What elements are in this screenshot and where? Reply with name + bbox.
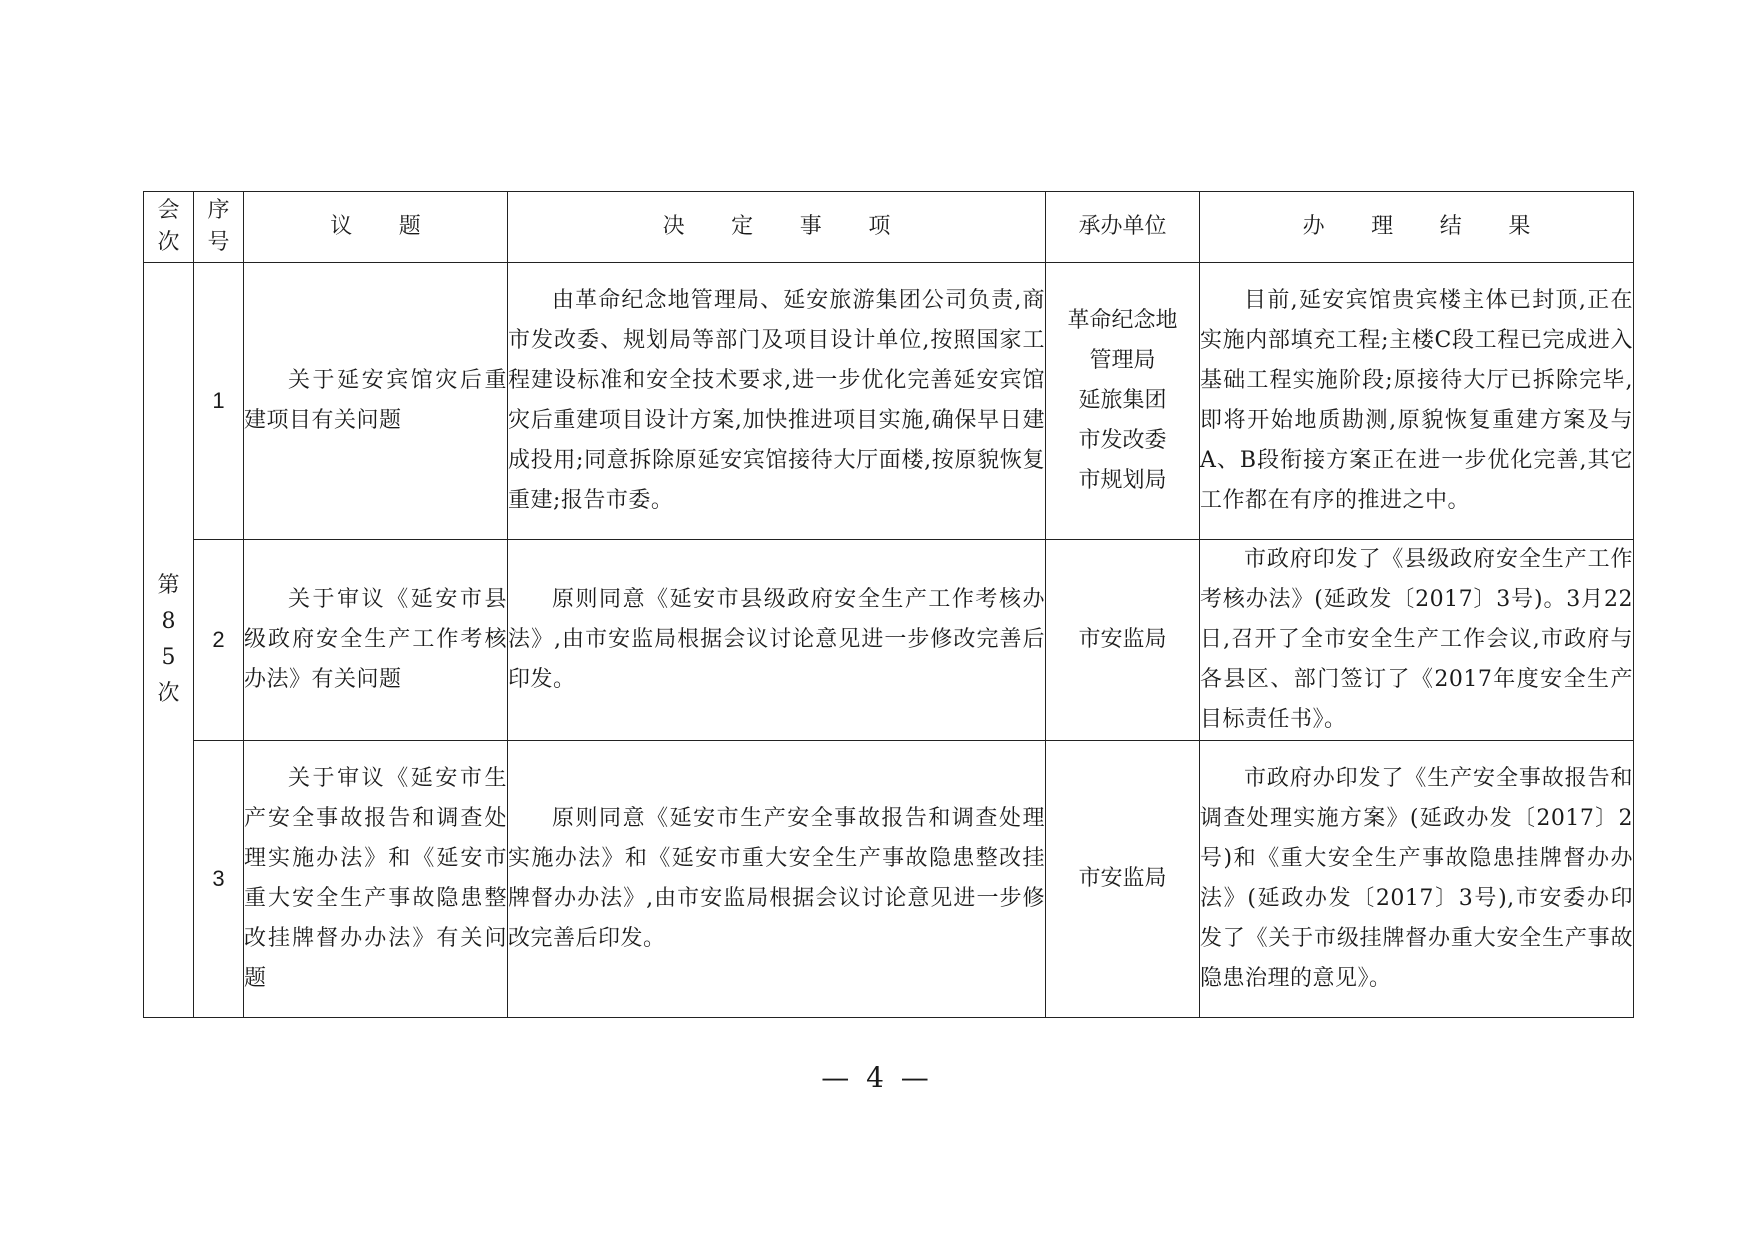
row-topic: 关于审议《延安市县级政府安全生产工作考核办法》有关问题 [244, 540, 508, 741]
row-decision: 原则同意《延安市县级政府安全生产工作考核办法》,由市安监局根据会议讨论意见进一步修改完善后印发。 [508, 540, 1046, 741]
row-result: 目前,延安宾馆贵宾楼主体已封顶,正在实施内部填充工程;主楼C段工程已完成进入基础工程实施阶段;原接待大厅已拆除完毕,即将开始地质勘测,原貌恢复重建方案及与A、B段衔接方案正在进一步优化完善,其它工作都在有序的推进之中。 [1200, 263, 1634, 540]
unit-line: 市规划局 [1078, 468, 1167, 493]
unit-line: 延旅集团 [1078, 388, 1167, 413]
header-result: 办 理 结 果 [1200, 192, 1634, 263]
unit-line: 革命纪念地 [1067, 308, 1178, 333]
row-topic: 关于延安宾馆灾后重建项目有关问题 [244, 263, 508, 540]
row-seq: 1 [194, 263, 244, 540]
unit-line: 市安监局 [1078, 627, 1167, 652]
row-unit [1046, 540, 1200, 741]
header-meeting: 会次 [144, 192, 194, 263]
row-unit [1046, 741, 1200, 1018]
row-topic: 关于审议《延安市生产安全事故报告和调查处理实施办法》和《延安市重大安全生产事故隐患整改挂牌督办办法》有关问题 [244, 741, 508, 1018]
header-row [144, 192, 1634, 263]
unit-line: 市发改委 [1078, 428, 1167, 453]
row-decision: 由革命纪念地管理局、延安旅游集团公司负责,商市发改委、规划局等部门及项目设计单位,按照国家工程建设标准和安全技术要求,进一步优化完善延安宾馆灾后重建项目设计方案,加快推进项目实施,确保早日建成投用;同意拆除原延安宾馆接待大厅面楼,按原貌恢复重建;报告市委。 [508, 263, 1046, 540]
row-seq: 2 [194, 540, 244, 741]
header-unit: 承办单位 [1046, 192, 1200, 263]
header-decision: 决 定 事 项 [508, 192, 1046, 263]
unit-line: 管理局 [1089, 348, 1156, 373]
table-row [144, 741, 1634, 1018]
header-topic: 议 题 [244, 192, 508, 263]
table-row [144, 263, 1634, 540]
row-result: 市政府印发了《县级政府安全生产工作考核办法》(延政发〔2017〕3号)。3月22日,召开了全市安全生产工作会议,市政府与各县区、部门签订了《2017年度安全生产目标责任书》。 [1200, 540, 1634, 741]
table-row [144, 540, 1634, 741]
header-seq: 序号 [194, 192, 244, 263]
row-result: 市政府办印发了《生产安全事故报告和调查处理实施方案》(延政办发〔2017〕2号)和《重大安全生产事故隐患挂牌督办办法》(延政办发〔2017〕3号),市安委办印发了《关于市级挂牌督办重大安全生产事故隐患治理的意见》。 [1200, 741, 1634, 1018]
meeting-cell: 第85次 [144, 263, 194, 1018]
unit-line: 市安监局 [1078, 866, 1167, 891]
page-number: — 4 — [821, 1061, 933, 1094]
resolution-table [143, 191, 1634, 1018]
row-unit [1046, 263, 1200, 540]
row-seq: 3 [194, 741, 244, 1018]
row-decision: 原则同意《延安市生产安全事故报告和调查处理实施办法》和《延安市重大安全生产事故隐患整改挂牌督办办法》,由市安监局根据会议讨论意见进一步修改完善后印发。 [508, 741, 1046, 1018]
